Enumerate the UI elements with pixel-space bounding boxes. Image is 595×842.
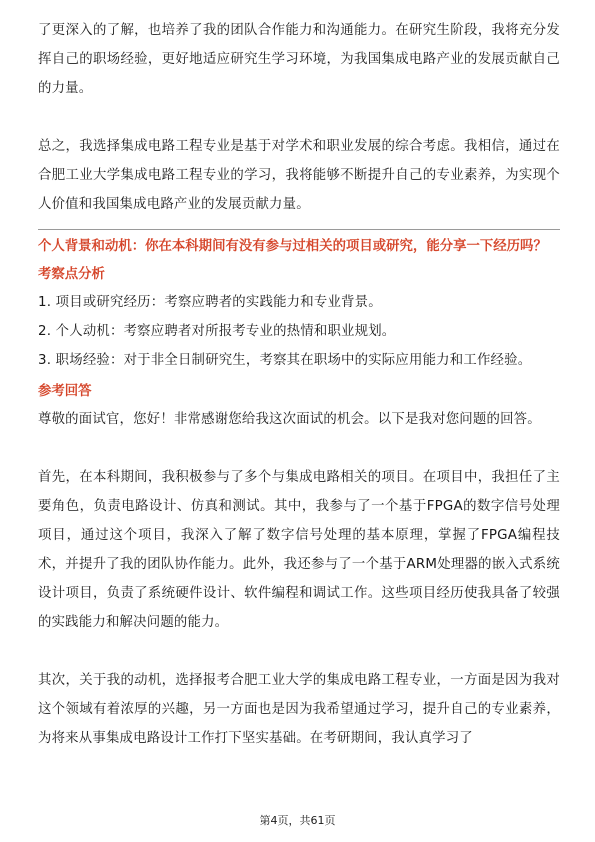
section-divider	[38, 229, 560, 230]
analysis-points	[38, 288, 560, 375]
answer-heading: 参考回答	[38, 384, 92, 399]
answer-paragraph-3: 其次，关于我的动机，选择报考合肥工业大学的集成电路工程专业，一方面是因为我对这个领域有着浓厚的兴趣，另一方面也是因为我希望通过学习，提升自己的专业素养，为将来从事集成电路设计工作打下坚实基础。在考研期间，我认真学习了	[38, 673, 560, 746]
interview-question: 个人背景和动机：你在本科期间有没有参与过相关的项目或研究，能分享一下经历吗？	[38, 239, 547, 254]
analysis-point: 3. 职场经验：对于非全日制研究生，考察其在职场中的实际应用能力和工作经验。	[38, 353, 532, 368]
analysis-point: 2. 个人动机：考察应聘者对所报考专业的热情和职业规划。	[38, 324, 396, 339]
analysis-heading: 考察点分析	[38, 267, 105, 282]
intro-paragraph-1: 了更深入的了解，也培养了我的团队合作能力和沟通能力。在研究生阶段，我将充分发挥自己的职场经验，更好地适应研究生学习环境，为我国集成电路产业的发展贡献自己的力量。	[38, 23, 560, 96]
page-number-footer: 第4页，共61页	[259, 814, 336, 827]
page-content	[38, 16, 560, 753]
answer-paragraph-1: 尊敬的面试官，您好！非常感谢您给我这次面试的机会。以下是我对您问题的回答。	[38, 412, 541, 427]
answer-paragraph-2: 首先，在本科期间，我积极参与了多个与集成电路相关的项目。在项目中，我担任了主要角色，负责电路设计、仿真和测试。其中，我参与了一个基于FPGA的数字信号处理项目，通过这个项目，我深入了解了数字信号处理的基本原理，掌握了FPGA编程技术，并提升了我的团队协作能力。此外，我还参与了一个基于ARM处理器的嵌入式系统设计项目，负责了系统硬件设计、软件编程和调试工作。这些项目经历使我具备了较强的实践能力和解决问题的能力。	[38, 470, 560, 630]
analysis-point: 1. 项目或研究经历：考察应聘者的实践能力和专业背景。	[38, 295, 382, 310]
intro-paragraph-2: 总之，我选择集成电路工程专业是基于对学术和职业发展的综合考虑。我相信，通过在合肥工业大学集成电路工程专业的学习，我将能够不断提升自己的专业素养，为实现个人价值和我国集成电路产业的发展贡献力量。	[38, 139, 560, 212]
